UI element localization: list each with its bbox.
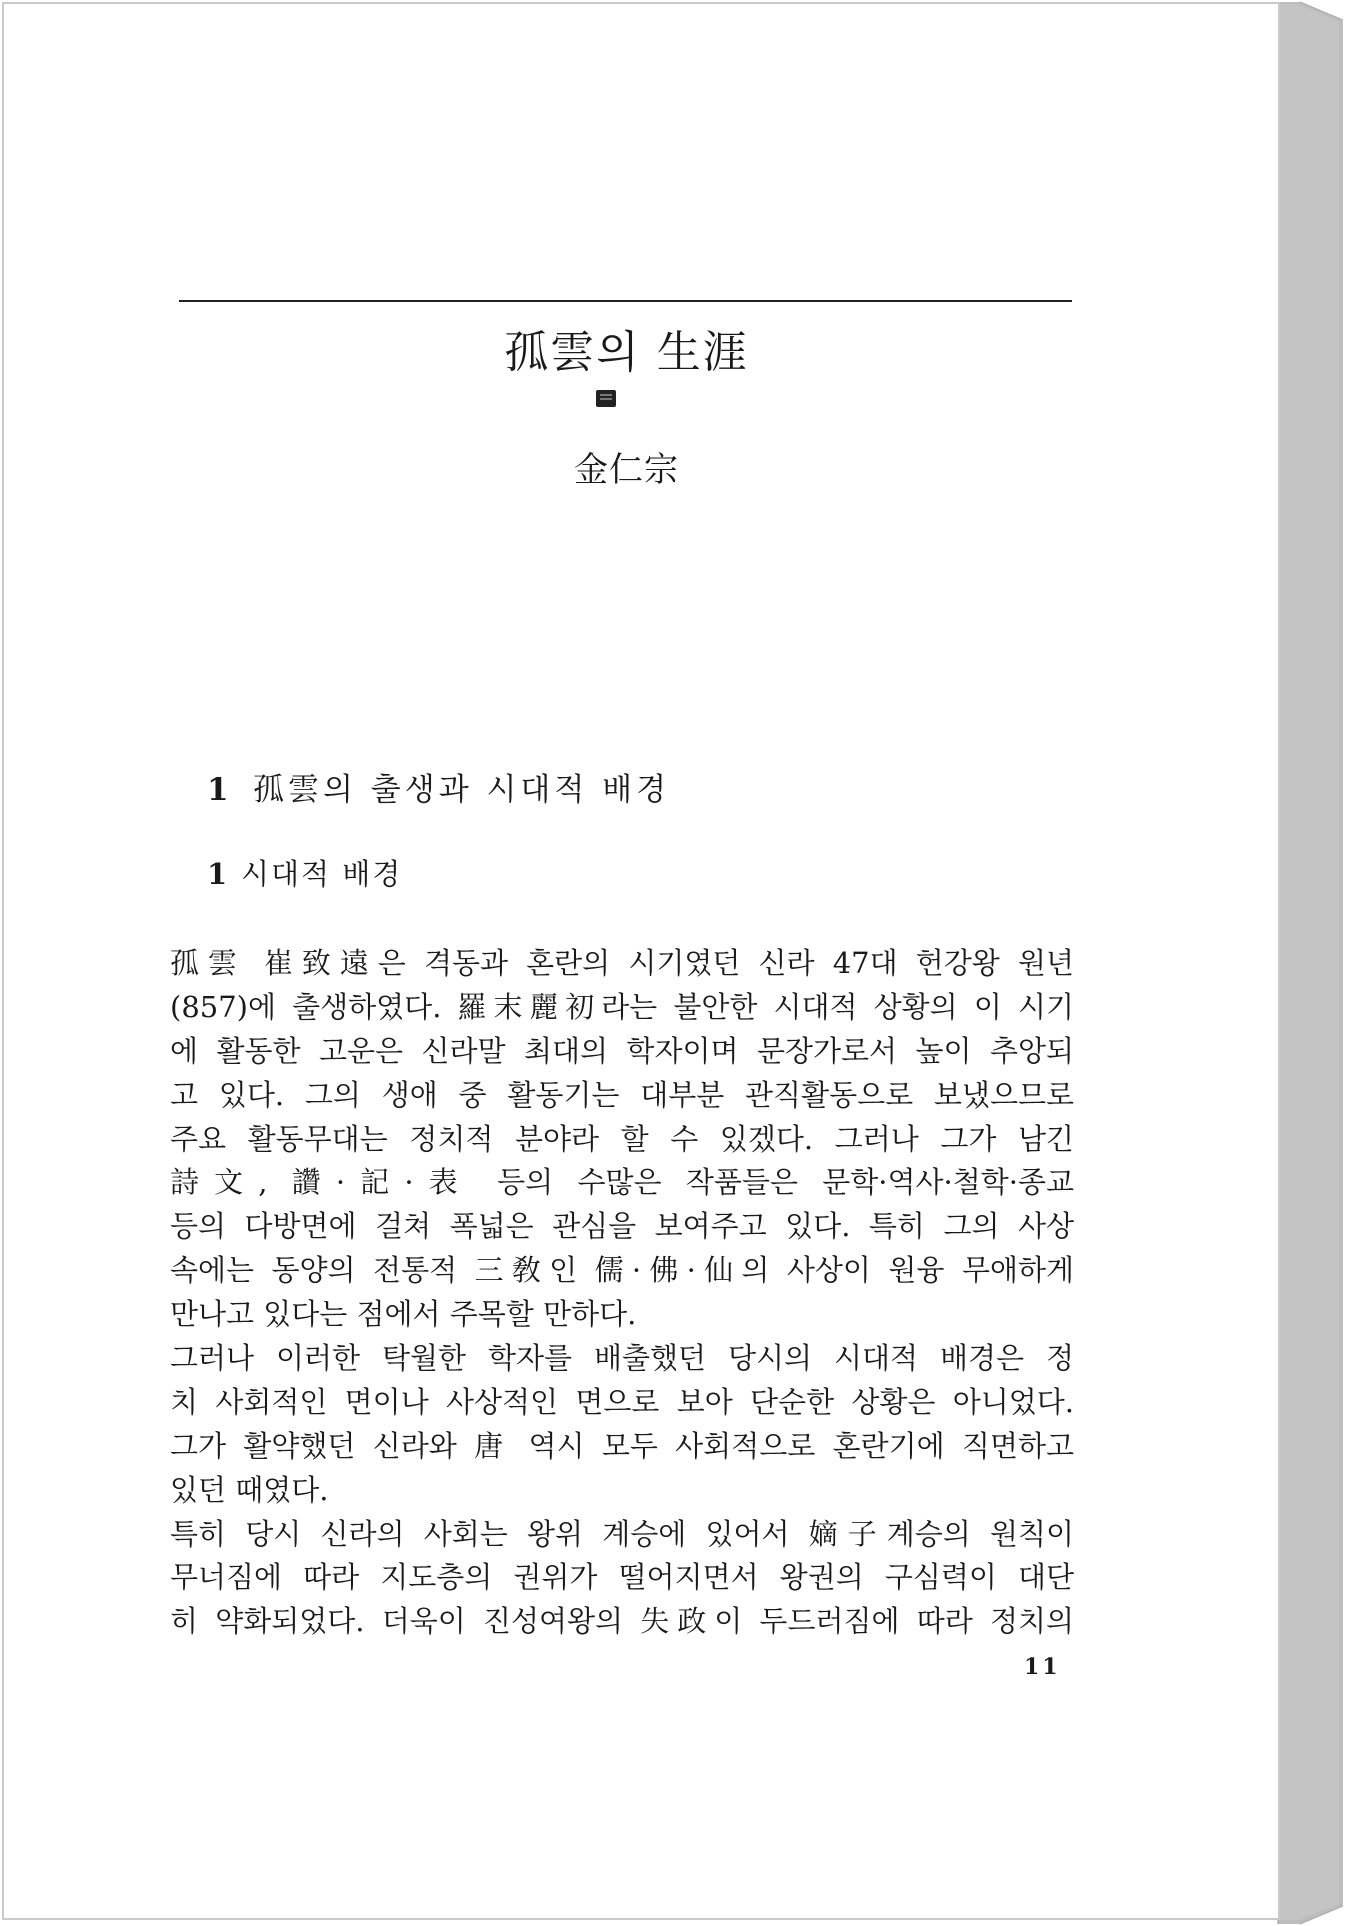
body-line: 특히 당시 신라의 사회는 왕위 계승에 있어서 嫡子계승의 원칙이	[170, 1516, 1074, 1551]
body-line: 속에는 동양의 전통적 三敎인 儒·佛·仙의 사상이 원융 무애하게	[170, 1253, 1074, 1288]
section-number: 1	[207, 772, 233, 808]
subsection-title: 시대적 배경	[241, 857, 403, 891]
body-line: 있던 때였다.	[170, 1472, 329, 1507]
subsection-heading	[207, 852, 402, 893]
body-line: 에 활동한 고운은 신라말 최대의 학자이며 문장가로서 높이 추앙되	[170, 1033, 1074, 1068]
body-line: 등의 다방면에 걸쳐 폭넓은 관심을 보여주고 있다. 특히 그의 사상	[170, 1209, 1074, 1244]
subsection-number: 1	[207, 857, 230, 891]
body-line: 孤雲 崔致遠은 격동과 혼란의 시기였던 신라 47대 헌강왕 원년	[170, 946, 1074, 980]
body-line: 치 사회적인 면이나 사상적인 면으로 보아 단순한 상황은 아니었다.	[170, 1384, 1074, 1419]
body-line: 무너짐에 따라 지도층의 권위가 떨어지면서 왕권의 구심력이 대단	[170, 1560, 1074, 1595]
body-line: 詩文, 讚·記·表 등의 수많은 작품들은 문학·역사·철학·종교	[170, 1165, 1074, 1200]
body-line: (857)에 출생하였다. 羅末麗初라는 불안한 시대적 상황의 이 시기	[170, 989, 1074, 1024]
section-title: 孤雲의 출생과 시대적 배경	[253, 772, 671, 808]
article-author: 金仁宗	[574, 450, 679, 490]
body-line: 고 있다. 그의 생애 중 활동기는 대부분 관직활동으로 보냈으므로	[170, 1077, 1074, 1112]
ornament-icon	[596, 390, 616, 407]
body-line: 그러나 이러한 탁월한 학자를 배출했던 당시의 시대적 배경은 정	[170, 1341, 1074, 1376]
body-line: 주요 활동무대는 정치적 분야라 할 수 있겠다. 그러나 그가 남긴	[170, 1121, 1074, 1156]
body-line: 히 약화되었다. 더욱이 진성여왕의 失政이 두드러짐에 따라 정치의	[170, 1604, 1074, 1639]
body-line: 그가 활약했던 신라와 唐 역시 모두 사회적으로 혼란기에 직면하고	[170, 1428, 1074, 1463]
page-number: 11	[1024, 1654, 1061, 1680]
section-heading	[207, 764, 670, 809]
book-page	[2, 2, 1280, 1920]
title-rule	[179, 300, 1072, 302]
body-text	[170, 942, 1074, 1644]
article-title: 孤雲의 生涯	[504, 327, 749, 378]
body-line: 만나고 있다는 점에서 주목할 만하다.	[170, 1297, 637, 1332]
